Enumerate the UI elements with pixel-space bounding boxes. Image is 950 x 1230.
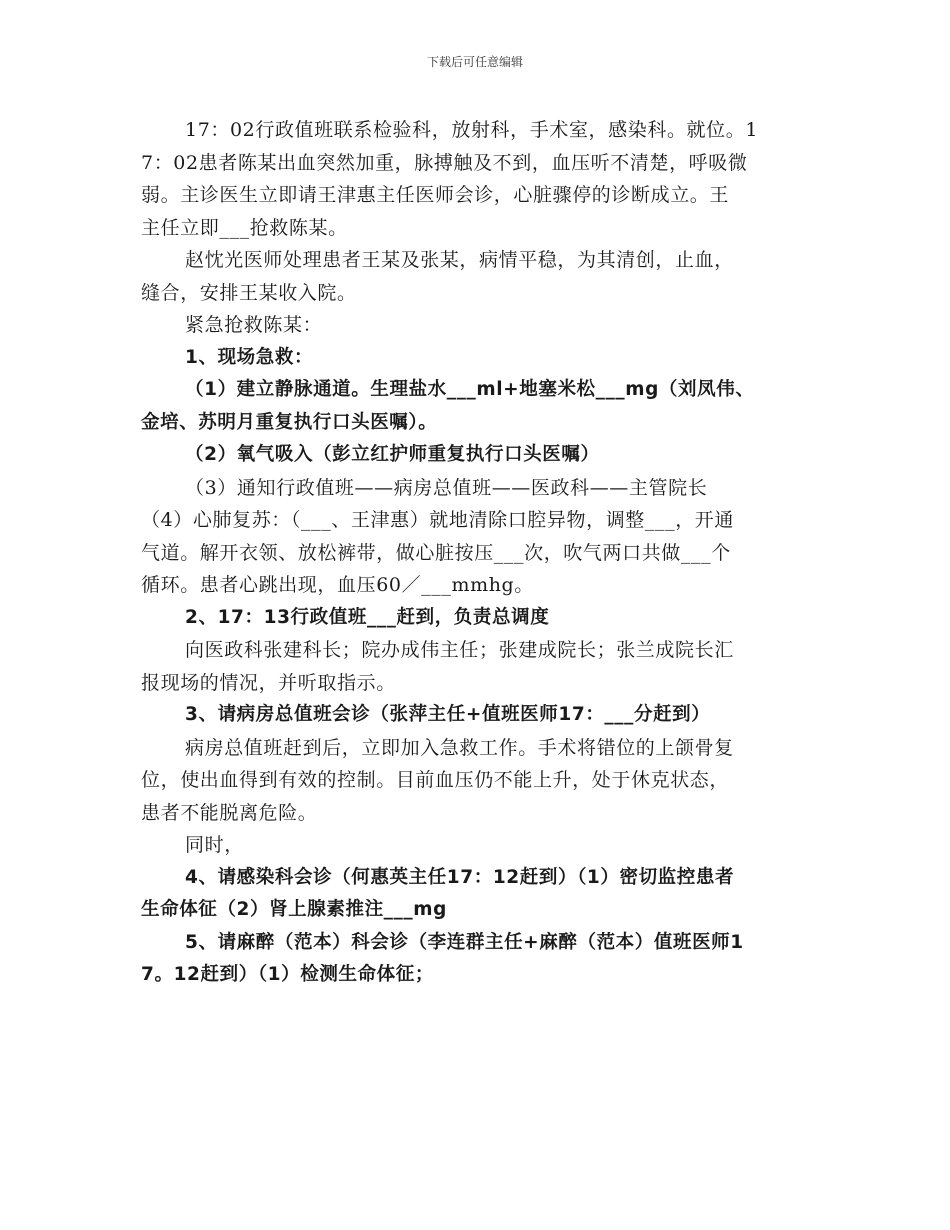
text-line: （4）心肺复苏：（___、王津惠）就地清除口腔异物，调整___，开通: [141, 509, 734, 531]
text-line: （1）建立静脉通道。生理盐水___ml+地塞米松___mg（刘凤伟、: [185, 379, 755, 400]
section-heading: 4、请感染科会诊（何惠英主任17：12赶到）（1）密切监控患者: [185, 866, 735, 888]
text-line: 缝合，安排王某收入院。: [141, 281, 357, 304]
section-heading: 3、请病房总值班会诊（张萍主任+值班医师17：___分赶到）: [185, 704, 711, 725]
text-line: 向医政科张建科长；院办成伟主任；张建成院长；张兰成院长汇: [185, 639, 734, 661]
text-line: 循环。患者心跳出现，血压60／___mmhg。: [141, 574, 534, 596]
document-body: [141, 114, 811, 992]
text-line: （2）氧气吸入（彭立红护师重复执行口头医嘱）: [185, 444, 600, 465]
text-line: 病房总值班赶到后，立即加入急救工作。手术将错位的上颌骨复: [185, 736, 734, 759]
page-header: 下载后可任意编辑: [426, 55, 523, 69]
text-line: 7。12赶到）（1）检测生命体征；: [141, 964, 434, 985]
text-line: 主任立即___抢救陈某。: [141, 216, 348, 239]
text-line: 气道。解开衣领、放松裤带，做心脏按压___次，吹气两口共做___个: [141, 541, 731, 564]
text-line: 17：02行政值班联系检验科，放射科，手术室，感染科。就位。1: [185, 119, 759, 141]
text-line: 弱。主诊医生立即请王津惠主任医师会诊，心脏骤停的诊断成立。王: [141, 184, 730, 206]
text-line: 赵忱光医师处理患者王某及张某，病情平稳，为其清创，止血，: [185, 249, 734, 271]
text-line: 位，使出血得到有效的控制。目前血压仍不能上升，处于休克状态，: [141, 769, 730, 791]
section-heading: 5、请麻醉（范本）科会诊（李连群主任+麻醉（范本）值班医师1: [185, 931, 744, 953]
text-line: 患者不能脱离危险。: [141, 801, 318, 824]
text-line: 同时，: [185, 834, 244, 856]
text-line: 7：02患者陈某出血突然加重，脉搏触及不到，血压听不清楚，呼吸微: [141, 151, 748, 174]
text-line: 生命体征（2）肾上腺素推注___mg: [141, 899, 447, 920]
text-line: （3）通知行政值班——病房总值班——医政科——主管院长: [185, 476, 708, 499]
text-line: 金培、苏明月重复执行口头医嘱）。: [141, 411, 438, 433]
text-line: 紧急抢救陈某：: [185, 314, 323, 336]
text-line: 报现场的情况，并听取指示。: [141, 671, 396, 694]
section-heading: 2、17：13行政值班___赶到，负责总调度: [185, 606, 550, 628]
section-heading: 1、现场急救：: [185, 346, 314, 368]
